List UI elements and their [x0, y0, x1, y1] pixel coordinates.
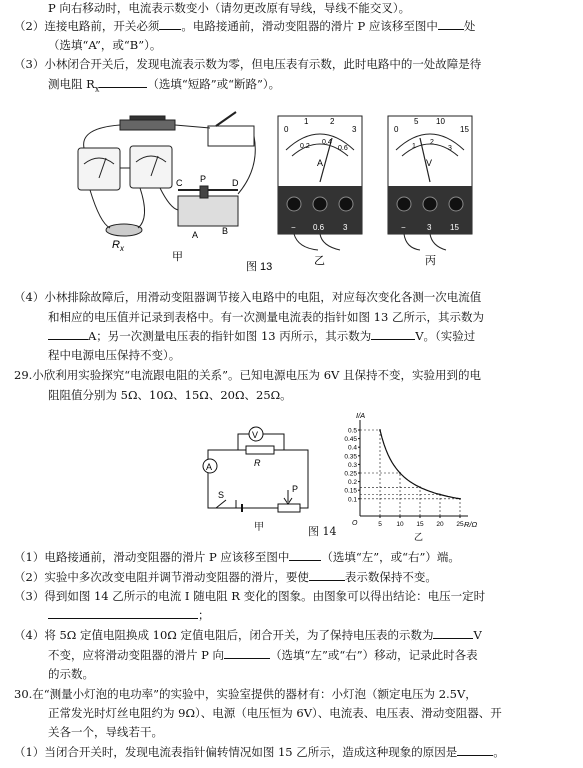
answer-blank[interactable] [48, 607, 198, 619]
terminal-c-label: C [176, 178, 183, 188]
svg-text:1: 1 [412, 143, 416, 150]
terminal-d-label: D [232, 178, 239, 188]
terminal-b-label: B [222, 226, 229, 236]
y-axis-label: I/A [356, 411, 366, 420]
text-line: 阻阻值分别为 5Ω、10Ω、15Ω、20Ω、25Ω。 [48, 388, 292, 402]
svg-text:2: 2 [330, 117, 335, 126]
y-tick-label: 0.5 [347, 427, 357, 435]
fig14-caption: 图 14 [308, 525, 337, 538]
terminal-a-label: A [192, 230, 199, 240]
text-line: 程中电源电压保持不变）。 [48, 348, 181, 362]
text-line: 正常发光时灯丝电阻约为 9Ω）、电源（电压恒为 6V）、电流表、电压表、滑动变阻器、开 [48, 706, 502, 720]
svg-text:1: 1 [304, 117, 309, 126]
ammeter-yi [278, 116, 362, 250]
fig-jia-label: 甲 [172, 251, 183, 263]
terminal-p-label: P [200, 174, 207, 184]
y-tick-label: 0.1 [347, 496, 357, 504]
text-line: 和相应的电压值并记录到表格中。有一次测量电流表的指针如图 13 乙所示，其示数为 [48, 310, 484, 324]
svg-text:3: 3 [352, 125, 357, 134]
svg-text:10: 10 [436, 117, 445, 126]
question-line: 29.小欣利用实验探究“电流跟电阻的关系”。已知电源电压为 6V 且保持不变，实验用到的电 [14, 368, 481, 382]
svg-text:P: P [292, 484, 299, 494]
x-tick-label: 15 [416, 521, 424, 528]
svg-text:0: 0 [284, 125, 289, 134]
rheostat-icon [178, 196, 238, 226]
fig14-jia-label: 甲 [254, 522, 264, 533]
answer-blank[interactable] [224, 647, 270, 659]
y-tick-label: 0.2 [347, 479, 357, 487]
data-point [419, 486, 421, 488]
answer-blank[interactable] [48, 328, 88, 340]
svg-text:5: 5 [414, 117, 419, 126]
y-tick-label: 0.25 [344, 470, 357, 478]
text-line: 不变，应将滑动变阻器的滑片 P 向 （选填“左”或“右”）移动，记录此时各表 [48, 648, 478, 662]
question-line: （3）小林闭合开关后，发现电流表示数为零，但电压表有示数，此时电路中的一处故障是待 [14, 57, 482, 71]
x-tick-label: 5 [378, 521, 382, 528]
fig13-caption: 图 13 [246, 261, 273, 273]
svg-text:0.6: 0.6 [313, 223, 325, 232]
ammeter-icon [78, 148, 120, 190]
y-tick-label: 0.15 [344, 487, 357, 495]
x-tick-label: 25 [456, 521, 464, 528]
answer-blank[interactable] [433, 627, 473, 639]
text-line: 测电阻 $R_x$ （选填“短路”或“断路”）。 [48, 77, 281, 94]
data-point [459, 498, 461, 500]
battery-icon [120, 120, 175, 130]
svg-text:0: 0 [394, 125, 399, 134]
svg-text:V: V [426, 158, 433, 168]
voltmeter-bing [388, 116, 472, 250]
question-line: （1）当闭合开关时，发现电流表指针偏转情况如图 15 乙所示，造成这种现象的原因是 。 [14, 745, 505, 759]
svg-text:15: 15 [460, 125, 469, 134]
figure-14-circuit [196, 420, 326, 538]
circuit-jia [78, 112, 255, 236]
question-line: （2）连接电路前，开关必须 。电路接通前，滑动变阻器的滑片 P 应该移至图中 处 [14, 19, 476, 33]
y-tick-label: 0.4 [347, 444, 357, 452]
data-point [399, 472, 401, 474]
svg-text:A: A [206, 462, 213, 472]
answer-blank[interactable] [457, 744, 493, 756]
resistor-icon [106, 224, 142, 236]
chart-i-vs-r [330, 411, 480, 544]
question-line: （2）实验中多次改变电阻并调节滑动变阻器的滑片，要使 表示数保持不变。 [14, 570, 437, 584]
answer-blank[interactable] [371, 328, 415, 340]
data-point [439, 494, 441, 496]
question-line: （3）得到如图 14 乙所示的电流 I 随电阻 R 变化的图象。由图象可以得出结论：电压一定时 [14, 589, 486, 603]
svg-text:3: 3 [448, 145, 452, 152]
x-tick-label: 20 [436, 521, 444, 528]
y-tick-label: 0.3 [347, 461, 357, 469]
fig-bing-label: 丙 [425, 255, 436, 267]
rx-label: $R_x$ [112, 239, 124, 253]
answer-blank[interactable] [99, 76, 147, 88]
y-tick-label: 0.45 [344, 436, 357, 444]
figure-13 [60, 98, 480, 286]
svg-text:0.2: 0.2 [300, 143, 310, 150]
question-line: （4）小林排除故障后，用滑动变阻器调节接入电路中的电阻，对应每次变化各测一次电流值 [14, 290, 482, 304]
svg-text:−: − [291, 223, 296, 232]
answer-blank[interactable] [289, 549, 321, 561]
svg-text:A: A [317, 158, 324, 168]
question-line: （4）将 5Ω 定值电阻换成 10Ω 定值电阻后，闭合开关，为了保持电压表的示数为 V [14, 628, 482, 642]
svg-text:3: 3 [343, 223, 348, 232]
data-point [379, 429, 381, 431]
question-line: 30.在“测量小灯泡的电功率”的实验中，实验室提供的器材有：小灯泡（额定电压为 2.5V， [14, 687, 477, 701]
answer-blank[interactable] [438, 18, 464, 30]
answer-blank[interactable] [309, 569, 345, 581]
svg-text:V: V [252, 430, 259, 440]
svg-text:2: 2 [430, 139, 434, 146]
text-line: 关各一个，导线若干。 [48, 725, 163, 739]
series-line [380, 430, 460, 499]
text-line: （选填“A”，或“B”）。 [48, 38, 162, 52]
origin-label: O [352, 520, 358, 527]
svg-text:R: R [254, 458, 261, 468]
svg-text:3: 3 [427, 223, 432, 232]
y-tick-label: 0.35 [344, 453, 357, 461]
svg-text:0.4: 0.4 [322, 139, 332, 146]
text-line: A；另一次测量电压表的指针如图 13 丙所示，其示数为 V。（实验过 [48, 328, 475, 344]
svg-text:0.6: 0.6 [338, 145, 348, 152]
fig-yi-label: 乙 [314, 255, 325, 267]
fig14-yi-label: 乙 [414, 532, 424, 542]
question-line: （1）电路接通前，滑动变阻器的滑片 P 应该移至图中 （选填“左”，或“右”）端。 [14, 550, 460, 564]
x-axis-label: R/Ω [464, 520, 478, 529]
svg-text:15: 15 [450, 223, 459, 232]
switch-icon [208, 126, 254, 146]
answer-blank[interactable] [159, 18, 181, 30]
text-line: 的示数。 [48, 667, 94, 681]
x-tick-label: 10 [396, 521, 404, 528]
svg-text:S: S [218, 490, 225, 500]
svg-text:−: − [401, 223, 406, 232]
text-line: ； [48, 607, 210, 623]
voltmeter-icon [130, 146, 172, 188]
text-line: P 向右移动时，电流表示数变小（请勿更改原有导线，导线不能交叉）。 [48, 1, 411, 15]
